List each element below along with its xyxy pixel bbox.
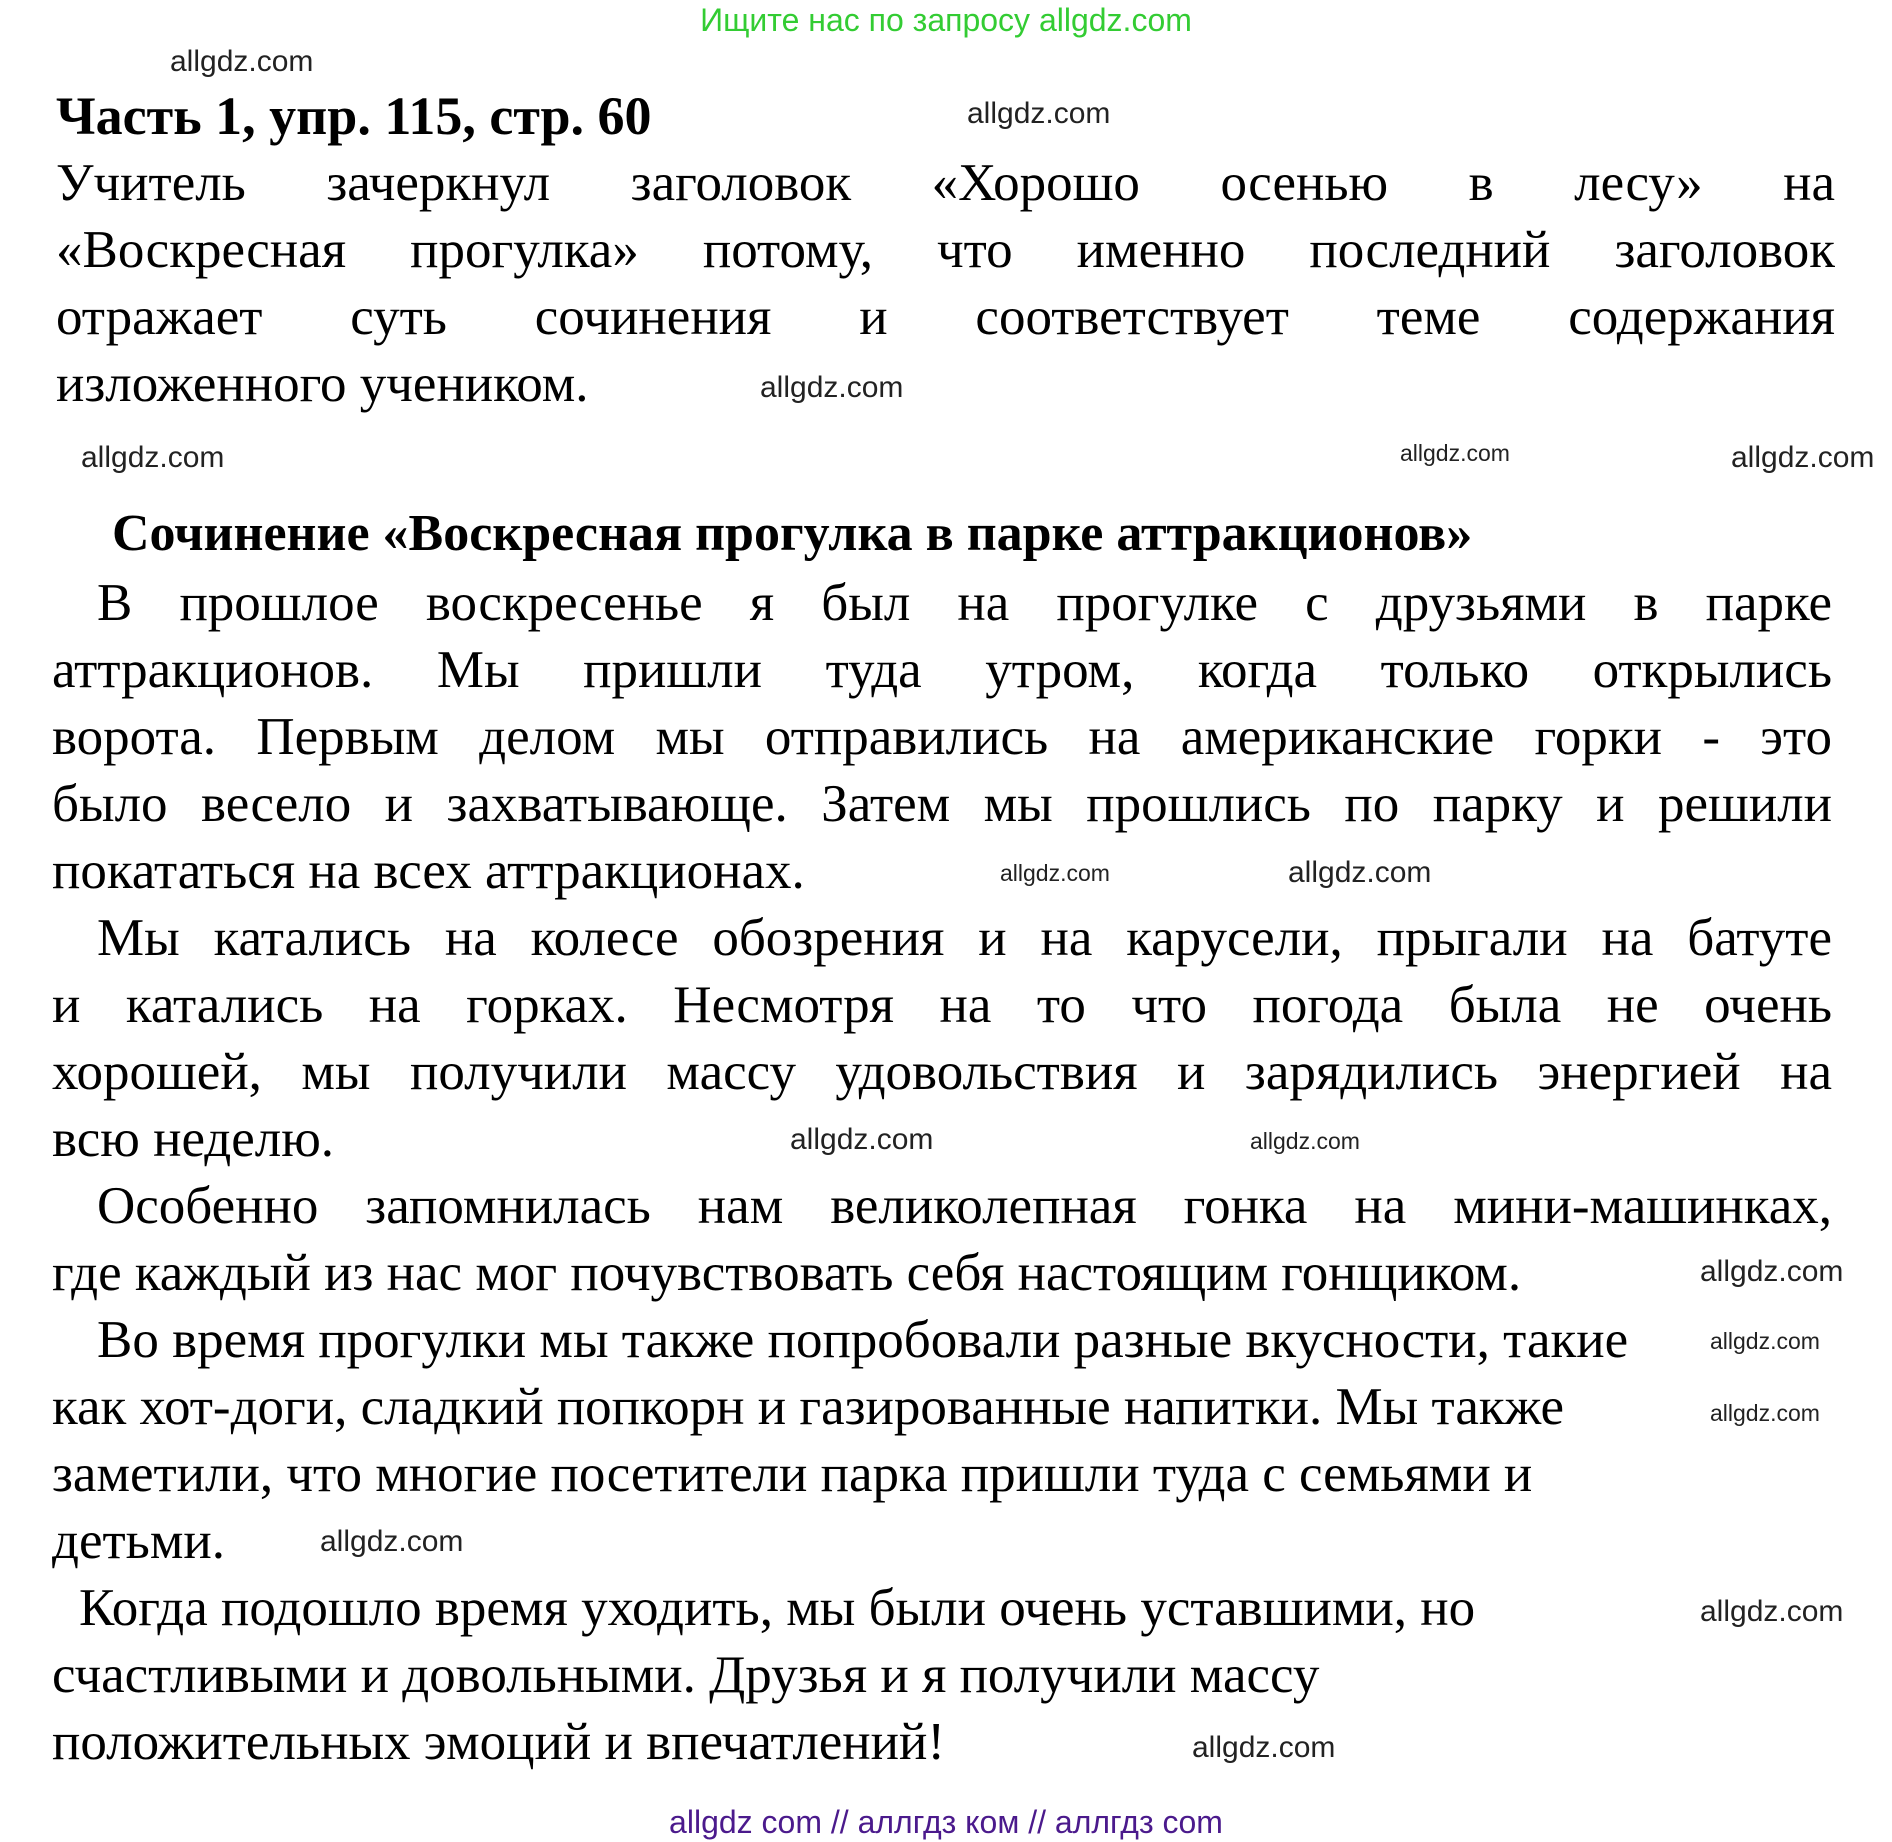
text-line: где каждый из нас мог почувствовать себя настоящим гонщиком.: [52, 1244, 1522, 1302]
text-line: Особенно запомнилась нам великолепная гонка на мини-машинках,: [97, 1177, 1832, 1235]
text-line: ворота. Первым делом мы отправились на американские горки - это: [52, 708, 1832, 766]
text-line: аттракционов. Мы пришли туда утром, когда только открылись: [52, 641, 1832, 699]
text-line: отражает суть сочинения и соответствует теме содержания: [56, 288, 1835, 346]
text-line: Мы катались на колесе обозрения и на карусели, прыгали на батуте: [97, 909, 1832, 967]
text-line: покататься на всех аттракционах.: [52, 842, 805, 900]
text-line: Когда подошло время уходить, мы были очень уставшими, но: [79, 1579, 1476, 1637]
watermark: allgdz.com: [1700, 1255, 1844, 1288]
page-title: Часть 1, упр. 115, стр. 60: [56, 86, 652, 146]
text-line: как хот-доги, сладкий попкорн и газированные напитки. Мы также: [52, 1378, 1565, 1436]
text-line: Во время прогулки мы также попробовали разные вкусности, такие: [97, 1311, 1629, 1369]
text-line: и катались на горках. Несмотря на то что погода была не очень: [52, 976, 1832, 1034]
watermark: allgdz.com: [1250, 1128, 1360, 1154]
footer-links: allgdz com // аллгдз ком // аллгдз com: [669, 1804, 1223, 1840]
search-banner: Ищите нас по запросу allgdz.com: [700, 2, 1192, 38]
essay-title: Сочинение «Воскресная прогулка в парке аттракционов»: [112, 505, 1473, 562]
text-line: всю неделю.: [52, 1110, 335, 1168]
essay-body: [52, 570, 1832, 1776]
text-line: Учитель зачеркнул заголовок «Хорошо осенью в лесу» на: [56, 154, 1835, 212]
text-line: В прошлое воскресенье я был на прогулке с друзьями в парке: [97, 574, 1832, 632]
watermark: allgdz.com: [170, 45, 314, 78]
watermark: allgdz.com: [1288, 856, 1432, 889]
text-line: счастливыми и довольными. Друзья и я получили массу: [52, 1646, 1320, 1704]
watermark: allgdz.com: [1192, 1731, 1336, 1764]
text-line: изложенного учеником.: [56, 355, 589, 413]
watermark: allgdz.com: [760, 371, 904, 404]
watermark: allgdz.com: [1000, 860, 1110, 886]
watermark: allgdz.com: [967, 97, 1111, 130]
text-line: «Воскресная прогулка» потому, что именно последний заголовок: [56, 221, 1835, 279]
watermark: allgdz.com: [320, 1525, 464, 1558]
watermark: allgdz.com: [1710, 1400, 1820, 1426]
intro-paragraph: [56, 150, 1835, 418]
watermark: allgdz.com: [1731, 441, 1875, 474]
watermark: allgdz.com: [790, 1123, 934, 1156]
watermark: allgdz.com: [81, 441, 225, 474]
text-line: детьми.: [52, 1512, 225, 1570]
watermark: allgdz.com: [1400, 440, 1510, 466]
text-line: заметили, что многие посетители парка пришли туда с семьями и: [52, 1445, 1533, 1503]
text-line: было весело и захватывающе. Затем мы прошлись по парку и решили: [52, 775, 1832, 833]
watermark: allgdz.com: [1700, 1595, 1844, 1628]
text-line: положительных эмоций и впечатлений!: [52, 1713, 946, 1771]
text-line: хорошей, мы получили массу удовольствия и зарядились энергией на: [52, 1043, 1832, 1101]
watermark: allgdz.com: [1710, 1328, 1820, 1354]
